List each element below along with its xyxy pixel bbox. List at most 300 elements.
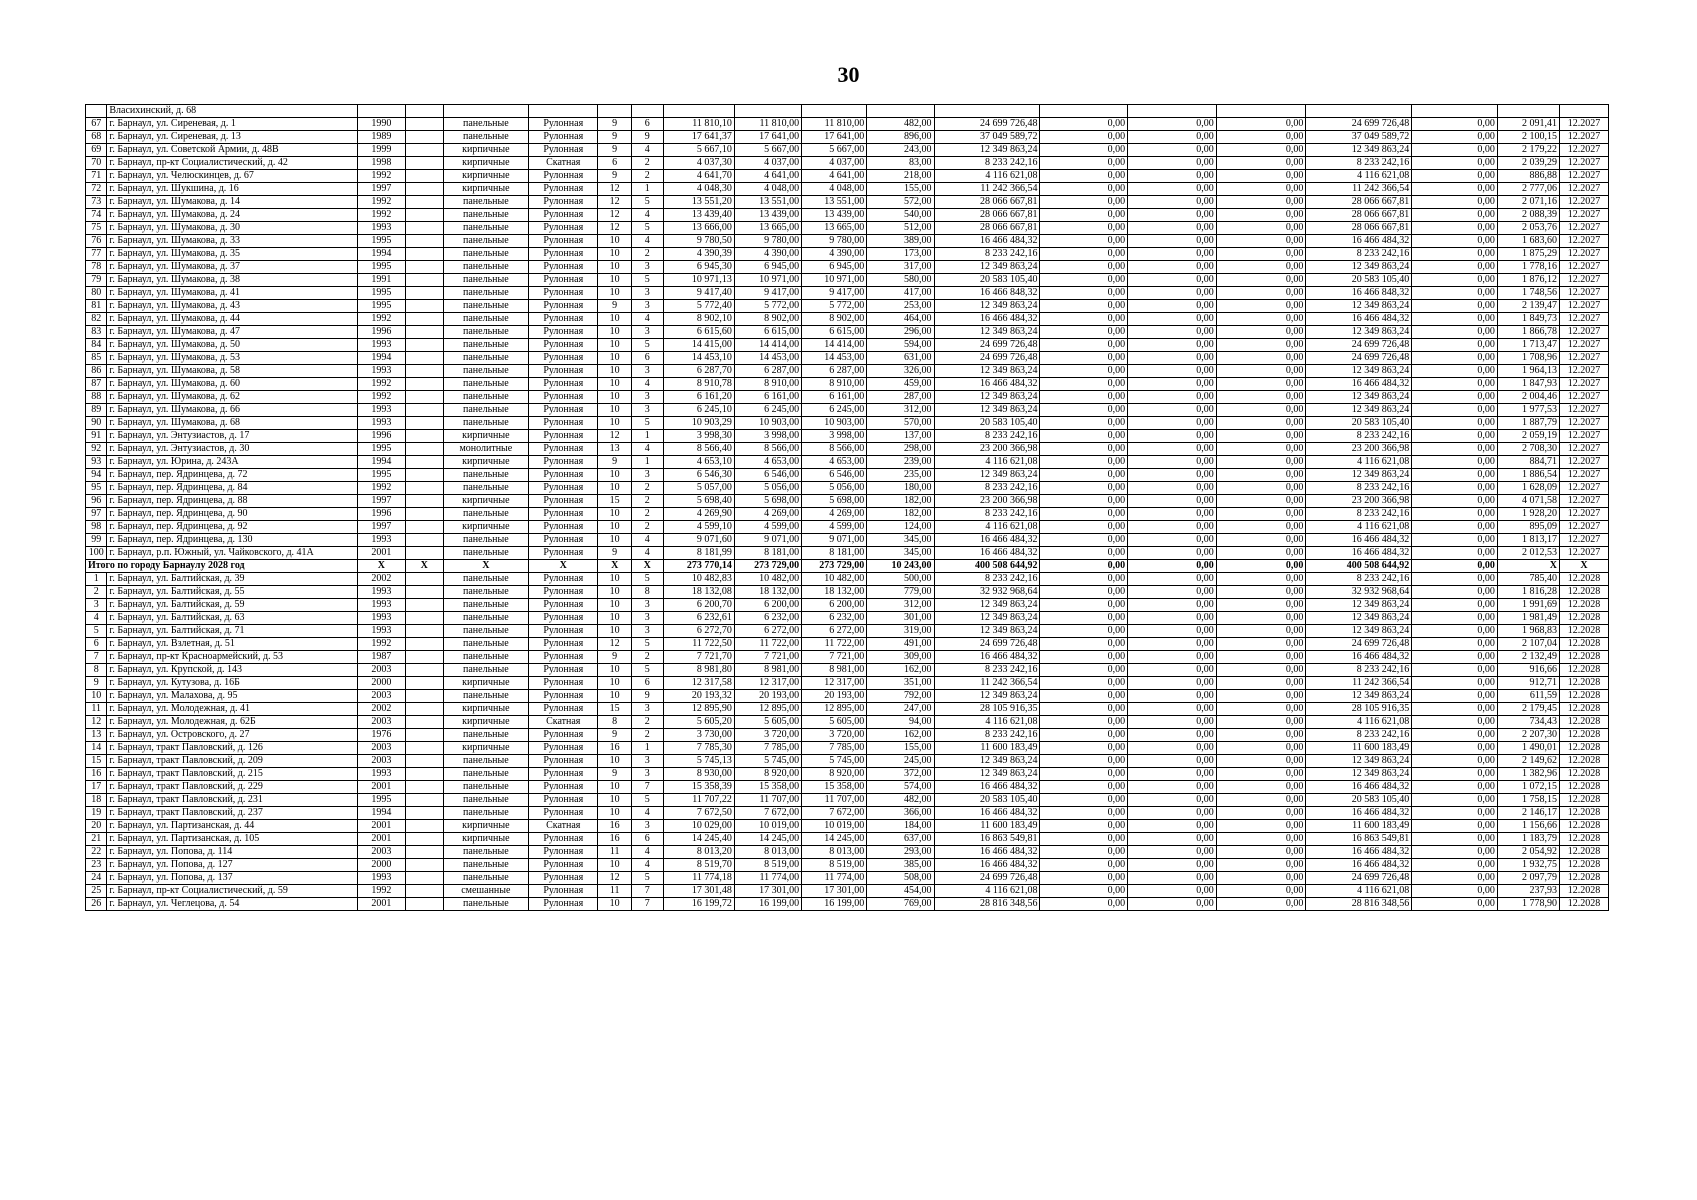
cell-roof-type: Рулонная — [529, 846, 598, 859]
cell-entrances: 4 — [631, 378, 663, 391]
cell-address: г. Барнаул, тракт Павловский, д. 215 — [107, 768, 358, 781]
cell-fund-2: 0,00 — [1128, 885, 1217, 898]
cell-floors: 15 — [598, 703, 632, 716]
cell-floors: 10 — [598, 690, 632, 703]
cell-row-number — [86, 105, 107, 118]
cell-specific-cost: 4 071,58 — [1497, 495, 1559, 508]
cell-fund-1: 0,00 — [1040, 248, 1128, 261]
cell-specific-cost: 912,71 — [1497, 677, 1559, 690]
cell-living-area: 11 707,00 — [734, 794, 801, 807]
cell-total-cost: 4 116 621,08 — [934, 521, 1040, 534]
cell-fund-1: 0,00 — [1040, 495, 1128, 508]
cell-deadline: 12.2027 — [1559, 417, 1608, 430]
cell-total-area: 6 945,30 — [663, 261, 734, 274]
table-row — [86, 248, 1609, 261]
cell-specific-cost: 611,59 — [1497, 690, 1559, 703]
cell-fund-2: 0,00 — [1128, 443, 1217, 456]
cell-wall-material: панельные — [443, 196, 529, 209]
cell-wall-material: панельные — [443, 313, 529, 326]
cell-total-area: 273 770,14 — [663, 560, 734, 573]
cell-owner-funds: 28 066 667,81 — [1306, 196, 1412, 209]
cell-fund-1: 0,00 — [1040, 274, 1128, 287]
cell-owner-funds: 8 233 242,16 — [1306, 729, 1412, 742]
cell-living-area: 5 605,00 — [734, 716, 801, 729]
cell-fund-2: 0,00 — [1128, 807, 1217, 820]
cell-floors: 10 — [598, 573, 632, 586]
cell-fund-1: 0,00 — [1040, 430, 1128, 443]
cell-row-number: 8 — [86, 664, 107, 677]
cell-living-area: 10 903,00 — [734, 417, 801, 430]
cell-fund-1: 0,00 — [1040, 690, 1128, 703]
cell-total-cost: 12 349 863,24 — [934, 599, 1040, 612]
cell-address: г. Барнаул, ул. Шумакова, д. 62 — [107, 391, 358, 404]
cell-residential-area: 8 902,00 — [802, 313, 867, 326]
cell-fund-3: 0,00 — [1216, 755, 1306, 768]
cell-fund-1: 0,00 — [1040, 625, 1128, 638]
cell-residential-area: 18 132,00 — [802, 586, 867, 599]
cell-residential-area: 10 971,00 — [802, 274, 867, 287]
cell-specific-cost: 2 139,47 — [1497, 300, 1559, 313]
cell-fund-5: 0,00 — [1412, 118, 1498, 131]
cell-deadline: 12.2028 — [1559, 794, 1608, 807]
cell-floors: 12 — [598, 430, 632, 443]
cell-owner-funds: 12 349 863,24 — [1306, 391, 1412, 404]
cell-entrances: 5 — [631, 339, 663, 352]
cell-column-blank — [405, 508, 443, 521]
cell-fund-5: 0,00 — [1412, 846, 1498, 859]
cell-specific-cost: 2 054,92 — [1497, 846, 1559, 859]
cell-residents: 162,00 — [867, 664, 934, 677]
cell-total-area: 3 998,30 — [663, 430, 734, 443]
cell-total-area: 5 772,40 — [663, 300, 734, 313]
cell-build-year: 1999 — [357, 144, 405, 157]
cell-entrances: 3 — [631, 287, 663, 300]
cell-column-blank — [405, 586, 443, 599]
cell-build-year: 1993 — [357, 417, 405, 430]
cell-specific-cost: 1 847,93 — [1497, 378, 1559, 391]
cell-address: г. Барнаул, ул. Энтузиастов, д. 17 — [107, 430, 358, 443]
cell-row-number: 10 — [86, 690, 107, 703]
cell-floors: 10 — [598, 794, 632, 807]
cell-fund-5: 0,00 — [1412, 131, 1498, 144]
cell-fund-3: 0,00 — [1216, 274, 1306, 287]
cell-owner-funds: 12 349 863,24 — [1306, 690, 1412, 703]
cell-fund-1: 0,00 — [1040, 365, 1128, 378]
table-row — [86, 820, 1609, 833]
cell-wall-material: панельные — [443, 274, 529, 287]
cell-specific-cost: 2 088,39 — [1497, 209, 1559, 222]
cell-floors: 10 — [598, 586, 632, 599]
cell-owner-funds: 24 699 726,48 — [1306, 118, 1412, 131]
cell-address: г. Барнаул, ул. Малахова, д. 95 — [107, 690, 358, 703]
cell-floors: 9 — [598, 170, 632, 183]
cell-total-cost: 11 600 183,49 — [934, 742, 1040, 755]
cell-row-number: 77 — [86, 248, 107, 261]
cell-fund-5: 0,00 — [1412, 326, 1498, 339]
cell-residents: 512,00 — [867, 222, 934, 235]
cell-specific-cost: 2 012,53 — [1497, 547, 1559, 560]
cell-deadline: 12.2028 — [1559, 716, 1608, 729]
cell-build-year: 1993 — [357, 534, 405, 547]
cell-total-area: 9 780,50 — [663, 235, 734, 248]
cell-deadline: 12.2028 — [1559, 638, 1608, 651]
cell-residential-area: 273 729,00 — [802, 560, 867, 573]
cell-living-area: 6 287,00 — [734, 365, 801, 378]
cell-row-number: 13 — [86, 729, 107, 742]
cell-specific-cost: 2 149,62 — [1497, 755, 1559, 768]
cell-build-year: 1995 — [357, 300, 405, 313]
cell-fund-3: 0,00 — [1216, 807, 1306, 820]
cell-residential-area: 8 920,00 — [802, 768, 867, 781]
cell-specific-cost: 1 849,73 — [1497, 313, 1559, 326]
cell-fund-2: 0,00 — [1128, 716, 1217, 729]
cell-build-year: 2003 — [357, 742, 405, 755]
cell-build-year: 2003 — [357, 846, 405, 859]
cell-deadline: 12.2027 — [1559, 404, 1608, 417]
cell-total-cost: 20 583 105,40 — [934, 794, 1040, 807]
cell-deadline: 12.2028 — [1559, 625, 1608, 638]
cell-residential-area: 5 056,00 — [802, 482, 867, 495]
cell-wall-material: панельные — [443, 300, 529, 313]
cell-roof-type: Рулонная — [529, 430, 598, 443]
cell-wall-material: смешанные — [443, 885, 529, 898]
cell-residential-area: 6 232,00 — [802, 612, 867, 625]
cell-fund-2: 0,00 — [1128, 859, 1217, 872]
cell-floors: 10 — [598, 521, 632, 534]
cell-fund-2: 0,00 — [1128, 729, 1217, 742]
cell-fund-1: 0,00 — [1040, 846, 1128, 859]
cell-total-area: 8 519,70 — [663, 859, 734, 872]
cell-fund-3: 0,00 — [1216, 846, 1306, 859]
cell-entrances: 2 — [631, 716, 663, 729]
cell-total-area: 6 615,60 — [663, 326, 734, 339]
cell-address: г. Барнаул, ул. Шумакова, д. 68 — [107, 417, 358, 430]
cell-residents: 570,00 — [867, 417, 934, 430]
cell-fund-2: 0,00 — [1128, 118, 1217, 131]
cell-build-year: 1994 — [357, 456, 405, 469]
cell-fund-1: 0,00 — [1040, 872, 1128, 885]
cell-fund-5: 0,00 — [1412, 144, 1498, 157]
cell-roof-type: Рулонная — [529, 118, 598, 131]
cell-living-area: 8 181,00 — [734, 547, 801, 560]
cell-roof-type: Рулонная — [529, 443, 598, 456]
cell-roof-type: Рулонная — [529, 235, 598, 248]
cell-entrances: 1 — [631, 742, 663, 755]
cell-total-cost: 8 233 242,16 — [934, 248, 1040, 261]
cell-specific-cost: 2 053,76 — [1497, 222, 1559, 235]
cell-wall-material: панельные — [443, 664, 529, 677]
cell-owner-funds: 16 466 484,32 — [1306, 651, 1412, 664]
cell-residential-area: 13 439,00 — [802, 209, 867, 222]
cell-residents: 287,00 — [867, 391, 934, 404]
cell-address: г. Барнаул, пр-кт Социалистический, д. 42 — [107, 157, 358, 170]
cell-total-cost: 23 200 366,98 — [934, 495, 1040, 508]
cell-build-year: 2003 — [357, 716, 405, 729]
cell-living-area: 8 920,00 — [734, 768, 801, 781]
cell-row-number: 6 — [86, 638, 107, 651]
cell-column-blank — [405, 144, 443, 157]
cell-fund-3: 0,00 — [1216, 456, 1306, 469]
table-row — [86, 807, 1609, 820]
cell-total-area: 6 232,61 — [663, 612, 734, 625]
cell-column-blank — [405, 807, 443, 820]
cell-build-year: 1995 — [357, 469, 405, 482]
cell-owner-funds: 12 349 863,24 — [1306, 768, 1412, 781]
cell-fund-5: 0,00 — [1412, 781, 1498, 794]
cell-address: г. Барнаул, ул. Шумакова, д. 43 — [107, 300, 358, 313]
cell-fund-2: 0,00 — [1128, 183, 1217, 196]
cell-roof-type: Рулонная — [529, 859, 598, 872]
cell-wall-material: кирпичные — [443, 456, 529, 469]
cell-living-area: 6 161,00 — [734, 391, 801, 404]
cell-row-number: 20 — [86, 820, 107, 833]
cell-row-number: 18 — [86, 794, 107, 807]
cell-deadline: 12.2028 — [1559, 664, 1608, 677]
cell-total-area: 6 161,20 — [663, 391, 734, 404]
cell-entrances: 3 — [631, 391, 663, 404]
cell-fund-5: 0,00 — [1412, 287, 1498, 300]
cell-deadline: 12.2028 — [1559, 846, 1608, 859]
table-row — [86, 209, 1609, 222]
cell-column-blank — [405, 846, 443, 859]
cell-specific-cost: 1 683,60 — [1497, 235, 1559, 248]
cell-residential-area: 7 721,00 — [802, 651, 867, 664]
cell-residential-area: 9 780,00 — [802, 235, 867, 248]
cell-fund-5: 0,00 — [1412, 573, 1498, 586]
cell-column-blank — [405, 482, 443, 495]
cell-wall-material: кирпичные — [443, 157, 529, 170]
cell-row-number: 86 — [86, 365, 107, 378]
cell-wall-material: панельные — [443, 612, 529, 625]
cell-row-number: 9 — [86, 677, 107, 690]
cell-residents: 317,00 — [867, 261, 934, 274]
cell-address: г. Барнаул, ул. Попова, д. 137 — [107, 872, 358, 885]
cell-roof-type: Рулонная — [529, 573, 598, 586]
cell-residents — [867, 105, 934, 118]
cell-floors: 10 — [598, 599, 632, 612]
cell-address: г. Барнаул, ул. Сиреневая, д. 13 — [107, 131, 358, 144]
cell-residents: 574,00 — [867, 781, 934, 794]
cell-roof-type: Рулонная — [529, 469, 598, 482]
cell-residents: 896,00 — [867, 131, 934, 144]
cell-floors: 12 — [598, 209, 632, 222]
cell-deadline: 12.2028 — [1559, 898, 1608, 911]
cell-build-year: 1993 — [357, 222, 405, 235]
cell-entrances: 3 — [631, 599, 663, 612]
cell-deadline: X — [1559, 560, 1608, 573]
cell-column-blank — [405, 417, 443, 430]
cell-living-area: 8 902,00 — [734, 313, 801, 326]
cell-row-number: 99 — [86, 534, 107, 547]
cell-build-year: 1992 — [357, 391, 405, 404]
cell-entrances: 2 — [631, 248, 663, 261]
cell-entrances: 4 — [631, 209, 663, 222]
cell-deadline: 12.2027 — [1559, 248, 1608, 261]
cell-build-year: 1992 — [357, 209, 405, 222]
cell-fund-5: 0,00 — [1412, 274, 1498, 287]
cell-living-area: 12 317,00 — [734, 677, 801, 690]
cell-owner-funds: 8 233 242,16 — [1306, 573, 1412, 586]
cell-fund-5: 0,00 — [1412, 560, 1498, 573]
cell-row-number: 3 — [86, 599, 107, 612]
cell-wall-material: панельные — [443, 625, 529, 638]
cell-deadline: 12.2027 — [1559, 430, 1608, 443]
cell-build-year: 1976 — [357, 729, 405, 742]
cell-residential-area: 7 785,00 — [802, 742, 867, 755]
cell-column-blank — [405, 495, 443, 508]
cell-total-cost: 28 816 348,56 — [934, 898, 1040, 911]
cell-row-number: 19 — [86, 807, 107, 820]
cell-column-blank — [405, 755, 443, 768]
cell-fund-1: 0,00 — [1040, 508, 1128, 521]
cell-build-year: X — [357, 560, 405, 573]
cell-floors: 10 — [598, 274, 632, 287]
cell-row-number: 75 — [86, 222, 107, 235]
cell-specific-cost: 1 981,49 — [1497, 612, 1559, 625]
cell-specific-cost: 886,88 — [1497, 170, 1559, 183]
cell-fund-3: 0,00 — [1216, 261, 1306, 274]
cell-specific-cost: 2 107,04 — [1497, 638, 1559, 651]
cell-fund-5: 0,00 — [1412, 885, 1498, 898]
cell-living-area: 12 895,00 — [734, 703, 801, 716]
cell-owner-funds: 16 466 484,32 — [1306, 846, 1412, 859]
cell-floors: 10 — [598, 807, 632, 820]
cell-total-area: 14 453,10 — [663, 352, 734, 365]
cell-residents: 182,00 — [867, 495, 934, 508]
cell-residents: 540,00 — [867, 209, 934, 222]
cell-residents: 253,00 — [867, 300, 934, 313]
cell-total-area: 7 672,50 — [663, 807, 734, 820]
table-row — [86, 287, 1609, 300]
cell-entrances: 2 — [631, 170, 663, 183]
cell-floors: 12 — [598, 872, 632, 885]
cell-floors: 10 — [598, 261, 632, 274]
cell-fund-2: 0,00 — [1128, 300, 1217, 313]
cell-fund-3: 0,00 — [1216, 833, 1306, 846]
cell-floors: 10 — [598, 417, 632, 430]
table-row — [86, 469, 1609, 482]
cell-fund-2: 0,00 — [1128, 742, 1217, 755]
cell-fund-3: 0,00 — [1216, 872, 1306, 885]
cell-fund-2 — [1128, 105, 1217, 118]
table-row — [86, 703, 1609, 716]
cell-column-blank — [405, 131, 443, 144]
table-row — [86, 846, 1609, 859]
cell-total-area — [663, 105, 734, 118]
cell-roof-type: Рулонная — [529, 885, 598, 898]
cell-column-blank — [405, 326, 443, 339]
cell-floors: 15 — [598, 495, 632, 508]
cell-build-year: 1992 — [357, 196, 405, 209]
table-row — [86, 339, 1609, 352]
cell-owner-funds: 4 116 621,08 — [1306, 716, 1412, 729]
cell-fund-5: 0,00 — [1412, 300, 1498, 313]
cell-fund-2: 0,00 — [1128, 898, 1217, 911]
table-row — [86, 612, 1609, 625]
cell-owner-funds: 12 349 863,24 — [1306, 365, 1412, 378]
table-row — [86, 183, 1609, 196]
cell-living-area: 7 672,00 — [734, 807, 801, 820]
cell-fund-5: 0,00 — [1412, 404, 1498, 417]
cell-specific-cost: 1 628,09 — [1497, 482, 1559, 495]
cell-floors: 12 — [598, 183, 632, 196]
cell-total-area: 8 910,78 — [663, 378, 734, 391]
cell-wall-material: монолитные — [443, 443, 529, 456]
cell-owner-funds: 12 349 863,24 — [1306, 612, 1412, 625]
cell-deadline: 12.2027 — [1559, 183, 1608, 196]
cell-address: г. Барнаул, ул. Сиреневая, д. 1 — [107, 118, 358, 131]
cell-address: г. Барнаул, ул. Взлетная, д. 51 — [107, 638, 358, 651]
cell-total-cost: 28 066 667,81 — [934, 209, 1040, 222]
cell-residents: 124,00 — [867, 521, 934, 534]
cell-fund-1: 0,00 — [1040, 196, 1128, 209]
cell-row-number: 2 — [86, 586, 107, 599]
cell-floors: 16 — [598, 742, 632, 755]
cell-fund-1: 0,00 — [1040, 703, 1128, 716]
cell-total-area: 11 707,22 — [663, 794, 734, 807]
cell-address: г. Барнаул, тракт Павловский, д. 209 — [107, 755, 358, 768]
cell-fund-2: 0,00 — [1128, 365, 1217, 378]
cell-total-cost: 16 466 848,32 — [934, 287, 1040, 300]
cell-fund-3: 0,00 — [1216, 482, 1306, 495]
cell-total-area: 5 057,00 — [663, 482, 734, 495]
cell-residents: 769,00 — [867, 898, 934, 911]
cell-residential-area: 8 566,00 — [802, 443, 867, 456]
cell-fund-3: 0,00 — [1216, 183, 1306, 196]
cell-column-blank — [405, 612, 443, 625]
cell-address: г. Барнаул, ул. Кутузова, д. 16Б — [107, 677, 358, 690]
cell-total-area: 7 785,30 — [663, 742, 734, 755]
cell-row-number: 81 — [86, 300, 107, 313]
cell-fund-1: 0,00 — [1040, 677, 1128, 690]
cell-column-blank — [405, 339, 443, 352]
cell-residential-area: 11 707,00 — [802, 794, 867, 807]
cell-living-area: 11 810,00 — [734, 118, 801, 131]
cell-specific-cost: 1 964,13 — [1497, 365, 1559, 378]
cell-floors: 16 — [598, 820, 632, 833]
cell-owner-funds: 12 349 863,24 — [1306, 625, 1412, 638]
cell-fund-2: 0,00 — [1128, 638, 1217, 651]
cell-deadline: 12.2028 — [1559, 755, 1608, 768]
cell-column-blank — [405, 573, 443, 586]
cell-residents: 482,00 — [867, 118, 934, 131]
cell-roof-type: Рулонная — [529, 261, 598, 274]
cell-build-year: 1992 — [357, 482, 405, 495]
cell-owner-funds: 4 116 621,08 — [1306, 456, 1412, 469]
cell-total-area: 4 599,10 — [663, 521, 734, 534]
cell-row-number: 12 — [86, 716, 107, 729]
cell-residents: 309,00 — [867, 651, 934, 664]
cell-residential-area: 9 071,00 — [802, 534, 867, 547]
table-row — [86, 794, 1609, 807]
cell-build-year: 1995 — [357, 443, 405, 456]
cell-build-year: 1996 — [357, 430, 405, 443]
table-row — [86, 378, 1609, 391]
cell-floors: 13 — [598, 443, 632, 456]
cell-living-area: 6 245,00 — [734, 404, 801, 417]
cell-residential-area: 13 665,00 — [802, 222, 867, 235]
cell-deadline: 12.2027 — [1559, 235, 1608, 248]
table-row — [86, 872, 1609, 885]
cell-row-number: 11 — [86, 703, 107, 716]
cell-total-cost: 12 349 863,24 — [934, 365, 1040, 378]
cell-row-number: 21 — [86, 833, 107, 846]
cell-living-area: 5 667,00 — [734, 144, 801, 157]
cell-floors: 10 — [598, 313, 632, 326]
cell-entrances: 5 — [631, 872, 663, 885]
cell-fund-5: 0,00 — [1412, 859, 1498, 872]
cell-fund-2: 0,00 — [1128, 157, 1217, 170]
